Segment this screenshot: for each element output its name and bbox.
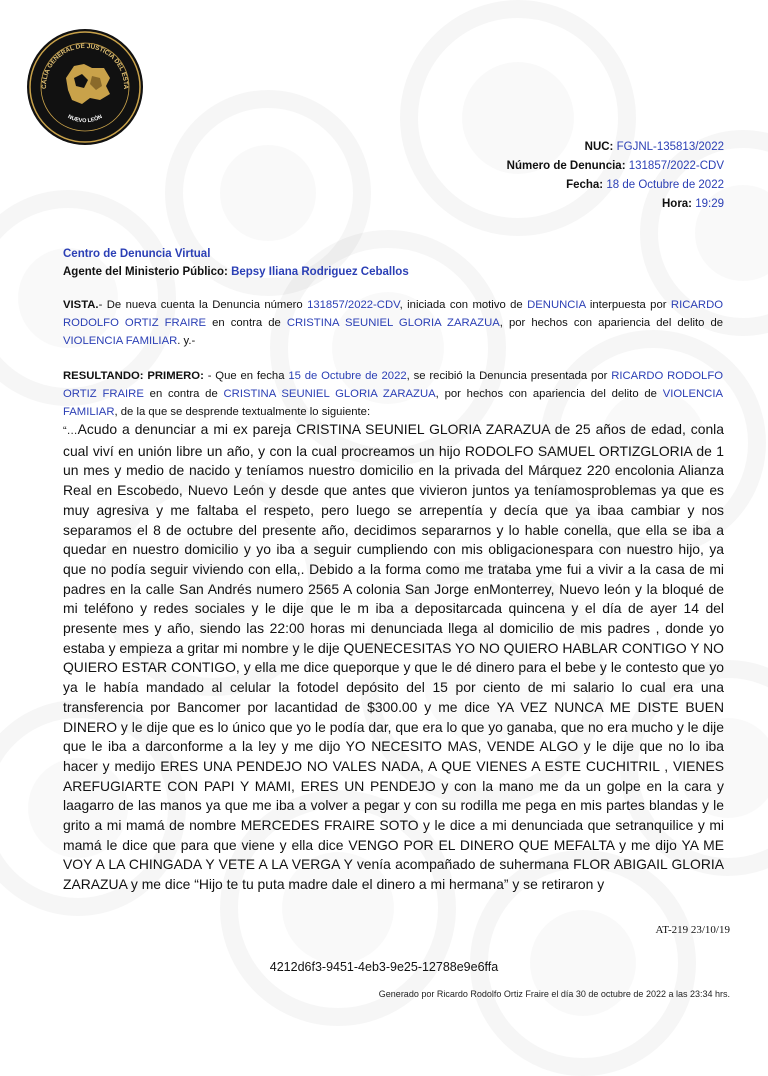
fecha-value: 18 de Octubre de 2022 bbox=[606, 179, 724, 191]
vista-text: . y.- bbox=[177, 335, 196, 347]
resultando-fecha: 15 de Octubre de 2022 bbox=[288, 370, 407, 382]
case-metadata bbox=[507, 138, 724, 214]
fiscalia-logo bbox=[26, 28, 144, 146]
resultando-text: , de la que se desprende textualmente lo siguiente: bbox=[114, 406, 371, 418]
vista-label: VISTA. bbox=[63, 299, 99, 311]
resultando-denunciada: CRISTINA SEUNIEL GLORIA ZARAZUA bbox=[223, 388, 436, 400]
vista-paragraph bbox=[63, 296, 723, 350]
resultando-paragraph bbox=[63, 367, 723, 421]
vista-delito: VIOLENCIA FAMILIAR bbox=[63, 335, 178, 347]
vista-text: , por hechos con apariencia del delito de bbox=[499, 317, 724, 329]
resultando-text: - Que en fecha bbox=[203, 370, 289, 382]
quote-text: Acudo a denunciar a mi ex pareja CRISTINA SEUNIEL GLORIA ZARAZUA de 25 años de edad, conla cual viví en unión libre un año, y con la cual procreamos un hijo RODOLFO SAMUEL ORTIZGLORIA de 1 un mes y medio de nacido y teníamos nuestro domicilio en la privada del Márquez 220 encolonia Alianza Real en Escobedo, Nuevo León y desde que antes que vivieron juntos ya teníamosproblemas ya que es muy agresiva y me faltaba el respeto, pero luego se arrepentía y decía que ya ibaa cambiar y nos separamos el 8 de octubre del presente año, decidimos separarnos y lo hable conella, que ella se iba a quedar en nuestro domicilio y yo iba a seguir cumpliendo con mis obligacionespara con nuestro hijo, ya que no podía seguir viviendo con ella,. Debido a la forma como me trataba yme fui a vivir a la casa de mi padres en la calle San Andrés numero 2565 A colonia San Jorge enMonterrey, Nuevo león y la bloqué de mi teléfono y redes sociales y le dije que le m iba a depositarcada quincena y el día de ayer 14 del presente mes y año, siendo las 22:00 horas mi denunciada llega al domicilio de mis padres , donde yo estaba y empieza a gritar mi nombre y le dije QUENECESITAS YO NO QUIERO HABLAR CONTIGO Y NO QUIERO ESTAR CONTIGO, y ella me dice queporque y que le dé dinero para el bebe y le contesto que yo ya le había mandado al celular la fotodel depósito del 15 por ciento de mi salario lo cual era una transferencia por Bancomer por lacantidad de $300.00 y me dice YA VEZ NUNCA ME DISTE BUEN DINERO y le dije que es lo único que yo le podía dar, que era lo que yo ganaba, que no era mucho y le dije que le iba a darconforme a la ley y me dijo YO NECESITO MAS, VENDE ALGO y le dije que no lo iba hacer y medijo ERES UNA PENDEJO NO VALES NADA, A QUE VIENES A ESTE CUCHITRIL , VIENES AREFUGIARTE CON PAPI Y MAMI, ERES UN PENDEJO y con la mano me da un golpe en la cara y laagarro de las manos ya que me iba a volver a pegar y con su rodilla me pega en mis partes blandas y le grito a mi mamá de nombre MERCEDES FRAIRE SOTO y le dice a mi denunciada que setranquilice y mi mamá le dice que para que viene y ella dice VENGO POR EL DINERO QUE MEFALTA y me dijo YA ME VOY A LA CHINGADA Y VETE A LA VERGA Y venía acompañado de suhermana FLOR ABIGAIL GLORIA ZARAZUA y me dice “Hijo te tu puta madre dale el dinero a mi hermana” y se retiraron y bbox=[63, 421, 724, 893]
vista-tipo: DENUNCIA bbox=[527, 299, 586, 311]
fecha-row bbox=[507, 176, 724, 195]
vista-text: - De nueva cuenta la Denuncia número bbox=[98, 299, 308, 311]
nuc-value: FGJNL-135813/2022 bbox=[616, 141, 724, 153]
nuc-row bbox=[507, 138, 724, 157]
resultando-denunciante: RICARDO RODOLFO ORTIZ FRAIRE bbox=[63, 370, 724, 400]
vista-text: , iniciada con motivo de bbox=[399, 299, 528, 311]
denuncia-row bbox=[507, 157, 724, 176]
testimony-quote bbox=[63, 420, 724, 895]
resultando-label: RESULTANDO: PRIMERO: bbox=[63, 370, 204, 382]
vista-text: en contra de bbox=[206, 317, 287, 329]
fecha-label: Fecha: bbox=[566, 179, 604, 191]
resultando-text: en contra de bbox=[143, 388, 224, 400]
vista-denunciante: RICARDO RODOLFO ORTIZ FRAIRE bbox=[63, 299, 724, 329]
hora-row bbox=[507, 195, 724, 214]
hora-value: 19:29 bbox=[695, 198, 724, 210]
hora-label: Hora: bbox=[661, 198, 693, 210]
vista-text: interpuesta por bbox=[585, 299, 671, 311]
vista-denunciada: CRISTINA SEUNIEL GLORIA ZARAZUA bbox=[286, 317, 500, 329]
form-code: AT-219 23/10/19 bbox=[655, 924, 730, 936]
resultando-delito: VIOLENCIA FAMILIAR bbox=[63, 388, 723, 418]
denuncia-label: Número de Denuncia: bbox=[506, 160, 626, 172]
svg-text:NUEVO LEÓN: NUEVO LEÓN bbox=[66, 113, 104, 125]
agent-name: Bepsy Iliana Rodriguez Ceballos bbox=[231, 266, 409, 278]
denuncia-value: 131857/2022-CDV bbox=[628, 160, 724, 172]
document-hash: 4212d6f3-9451-4eb3-9e25-12788e9e6ffa bbox=[269, 960, 499, 974]
generated-note: Generado por Ricardo Rodolfo Ortiz Fraire el día 30 de octubre de 2022 a las 23:34 hrs. bbox=[378, 989, 730, 999]
agent-row bbox=[63, 263, 409, 281]
vista-number: 131857/2022-CDV bbox=[307, 299, 400, 311]
quote-open: “… bbox=[63, 425, 78, 437]
resultando-text: , se recibió la Denuncia presentada por bbox=[406, 370, 612, 382]
resultando-text: , por hechos con apariencia del delito de bbox=[435, 388, 663, 400]
svg-text:FISCALÍA GENERAL DE JUSTICIA D: CALÍA GENERAL DE JUSTICIA DEL ESTA bbox=[40, 42, 130, 90]
document-header bbox=[63, 245, 409, 281]
nuc-label: NUC: bbox=[584, 141, 614, 153]
agent-label: Agente del Ministerio Público: bbox=[63, 266, 228, 278]
center-name: Centro de Denuncia Virtual bbox=[63, 248, 211, 260]
